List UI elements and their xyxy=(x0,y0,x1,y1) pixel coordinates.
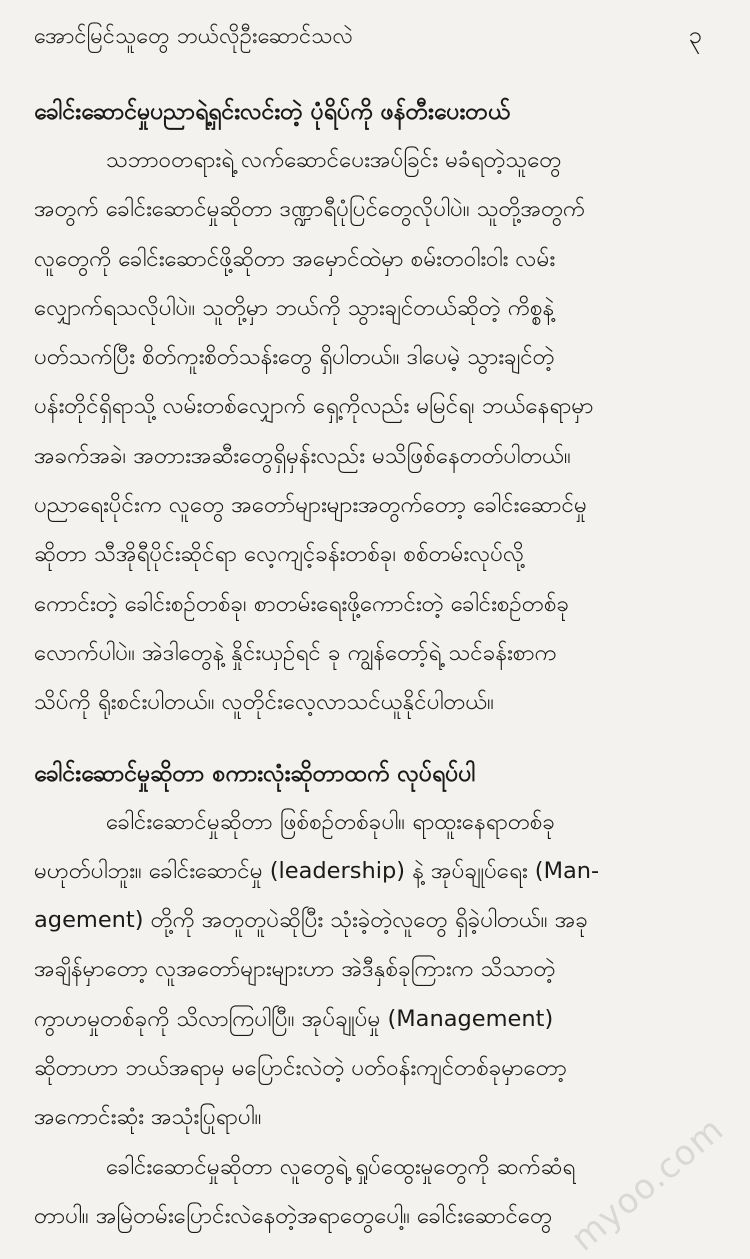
text-line: ကောင်းတဲ့ ခေါင်းစဉ်တစ်ခု၊ စာတမ်းရေးဖို့ကောင်းတဲ့ ခေါင်းစဉ်တစ်ခု xyxy=(34,590,570,617)
text-line: ပညာရေးပိုင်းက လူတွေ အတော်များများအတွက်တော့ ခေါင်းဆောင်မှု xyxy=(34,492,587,519)
text-line: လောက်ပါပဲ။ အဲဒါတွေနဲ့ နှိုင်းယှဉ်ရင် ခု ကျွန်တော့်ရဲ့ သင်ခန်းစာက xyxy=(34,639,557,666)
text-line: ကွာဟမှုတစ်ခုကို သိလာကြပါပြီ။ အုပ်ချုပ်မှု (Management) xyxy=(34,1005,554,1032)
section-heading-1: ခေါင်းဆောင်မှုပညာရဲ့ရှင်းလင်းတဲ့ ပုံရိပ်ကို ဖန်တီးပေးတယ် xyxy=(34,99,511,125)
text-line: အခက်အခဲ၊ အတားအဆီးတွေရှိမှန်းလည်း မသိဖြစ်နေတတ်ပါတယ်။ xyxy=(34,442,571,469)
text-line: အတွက် ခေါင်းဆောင်မှုဆိုတာ ဒဏ္ဍာရီပုံပြင်တွေလိုပါပဲ။ သူတို့အတွက် xyxy=(34,196,586,223)
running-title: အောင်မြင်သူတွေ ဘယ်လိုဦးဆောင်သလဲ xyxy=(34,23,354,49)
text-line: သဘာဝတရားရဲ့ လက်ဆောင်ပေးအပ်ခြင်း မခံရတဲ့သူတွေ xyxy=(106,147,562,173)
text-line: agement) တို့ကို အတူတူပဲဆိုပြီး သုံးခဲ့တဲ့လူတွေ ရှိခဲ့ပါတယ်။ အခု xyxy=(34,907,589,934)
text-line: ပန်းတိုင်ရှိရာသို့ လမ်းတစ်လျှောက် ရှေ့ကိုလည်း မမြင်ရ၊ ဘယ်နေရာမှာ xyxy=(34,393,594,420)
text-line: အချိန်မှာတော့ လူအတော်များများဟာ အဲဒီနှစ်ခုကြားက သိသာတဲ့ xyxy=(34,956,556,983)
paragraph-section-1 xyxy=(34,136,716,728)
text-line: ခေါင်းဆောင်မှုဆိုတာ ဖြစ်စဉ်တစ်ခုပါ။ ရာထူးနေရာတစ်ခု xyxy=(106,808,556,835)
text-line: ခေါင်းဆောင်မှုဆိုတာ လူတွေရဲ့ ရှုပ်ထွေးမှုတွေကို ဆက်ဆံရ xyxy=(106,1153,576,1180)
text-line: ဆိုတာ သီအိုရီပိုင်းဆိုင်ရာ လေ့ကျင့်ခန်းတစ်ခု၊ စစ်တမ်းလုပ်လို့ xyxy=(34,541,525,568)
running-head xyxy=(34,14,716,60)
text-line: လျှောက်ရသလိုပါပဲ။ သူတို့မှာ ဘယ်ကို သွားချင်တယ်ဆိုတဲ့ ကိစ္စနဲ့ xyxy=(34,294,555,321)
text-line: မဟုတ်ပါဘူး။ ခေါင်းဆောင်မှု (leadership) နဲ့ အုပ်ချုပ်ရေး (Man- xyxy=(34,857,600,884)
text-line: အကောင်းဆုံး အသုံးပြုရာပါ။ xyxy=(34,1104,262,1131)
text-line: ဆိုတာဟာ ဘယ်အရာမှ မပြောင်းလဲတဲ့ ပတ်ဝန်းကျင်တစ်ခုမှာတော့ xyxy=(34,1055,567,1082)
text-line: တာပါ။ အမြဲတမ်းပြောင်းလဲနေတဲ့အရာတွေပေါ့။ ခေါင်းဆောင်တွေ xyxy=(34,1202,553,1229)
paragraph-section-2 xyxy=(34,798,716,1242)
section-heading-2: ခေါင်းဆောင်မှုဆိုတာ စကားလုံးဆိုတာထက် လုပ်ရပ်ပါ xyxy=(34,760,476,787)
watermark: myoo.com xyxy=(564,1109,732,1259)
text-line: လူတွေကို ခေါင်းဆောင်ဖို့ဆိုတာ အမှောင်ထဲမှာ စမ်းတဝါးဝါး လမ်း xyxy=(34,245,556,272)
text-line: ပတ်သက်ပြီး စိတ်ကူးစိတ်သန်းတွေ ရှိပါတယ်။ ဒါပေမဲ့ သွားချင်တဲ့ xyxy=(34,344,555,371)
text-line: သိပ်ကို ရိုးစင်းပါတယ်။ လူတိုင်းလေ့လာသင်ယူနိုင်ပါတယ်။ xyxy=(34,689,494,716)
page-number: ၃ xyxy=(688,21,702,49)
